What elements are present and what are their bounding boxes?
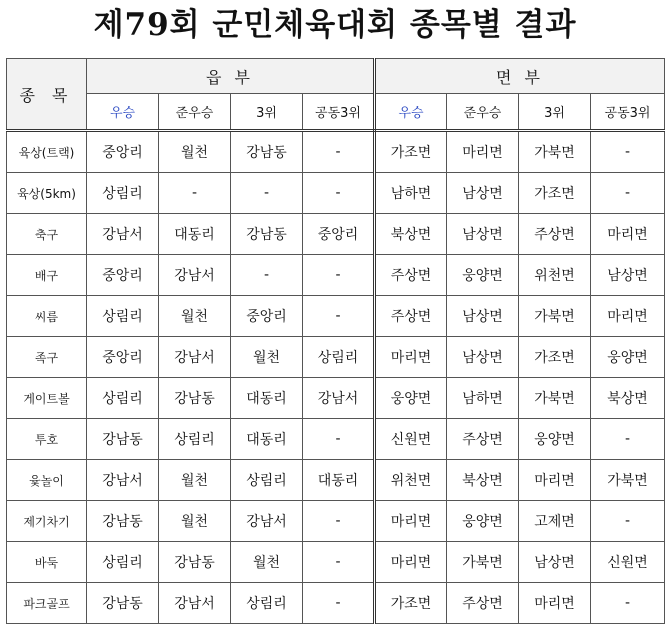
eup-result-cell: 강남서 [231, 501, 303, 542]
eup-result-cell: - [231, 255, 303, 296]
eup-result-cell: 강남동 [87, 501, 159, 542]
event-name: 게이트볼 [7, 378, 87, 419]
header-myeon-joint-third: 공동3위 [591, 94, 665, 131]
myeon-result-cell: - [591, 173, 665, 214]
myeon-result-cell: 마리면 [447, 131, 519, 173]
results-table [6, 58, 665, 624]
myeon-result-cell: - [591, 501, 665, 542]
table-row [7, 460, 665, 501]
eup-result-cell: 상림리 [87, 378, 159, 419]
eup-result-cell: 상림리 [87, 173, 159, 214]
table-row [7, 501, 665, 542]
myeon-result-cell: 주상면 [375, 296, 447, 337]
eup-result-cell: - [231, 173, 303, 214]
myeon-result-cell: - [591, 419, 665, 460]
table-body [7, 131, 665, 624]
myeon-result-cell: 웅양면 [591, 337, 665, 378]
myeon-result-cell: 가조면 [375, 131, 447, 173]
eup-result-cell: 상림리 [231, 583, 303, 624]
header-eup-runner-up: 준우승 [159, 94, 231, 131]
eup-result-cell: 강남서 [87, 214, 159, 255]
myeon-result-cell: 남하면 [375, 173, 447, 214]
myeon-result-cell: 가북면 [591, 460, 665, 501]
eup-result-cell: 월천 [159, 131, 231, 173]
eup-result-cell: 강남서 [87, 460, 159, 501]
myeon-result-cell: 주상면 [519, 214, 591, 255]
eup-result-cell: 중앙리 [303, 214, 375, 255]
myeon-result-cell: - [591, 131, 665, 173]
header-myeon-winner: 우승 [375, 94, 447, 131]
eup-result-cell: - [303, 173, 375, 214]
myeon-result-cell: 가북면 [447, 542, 519, 583]
myeon-result-cell: - [591, 583, 665, 624]
page-title: 제79회 군민체육대회 종목별 결과 [93, 7, 577, 43]
header-eup-joint-third: 공동3위 [303, 94, 375, 131]
myeon-result-cell: 마리면 [375, 542, 447, 583]
myeon-result-cell: 웅양면 [375, 378, 447, 419]
table-row [7, 255, 665, 296]
table-header [7, 59, 665, 131]
eup-result-cell: 강남서 [159, 255, 231, 296]
table-row [7, 583, 665, 624]
eup-result-cell: 대동리 [303, 460, 375, 501]
eup-result-cell: - [303, 255, 375, 296]
table-row [7, 131, 665, 173]
eup-result-cell: - [303, 501, 375, 542]
eup-result-cell: 대동리 [231, 419, 303, 460]
eup-result-cell: 강남동 [87, 583, 159, 624]
eup-result-cell: 상림리 [87, 296, 159, 337]
header-eup-third: 3위 [231, 94, 303, 131]
eup-result-cell: 월천 [159, 296, 231, 337]
myeon-result-cell: 웅양면 [519, 419, 591, 460]
eup-result-cell: - [303, 296, 375, 337]
event-name: 배구 [7, 255, 87, 296]
event-name: 족구 [7, 337, 87, 378]
table-row [7, 542, 665, 583]
myeon-result-cell: 북상면 [447, 460, 519, 501]
myeon-result-cell: 가조면 [519, 337, 591, 378]
eup-result-cell: 중앙리 [87, 337, 159, 378]
eup-result-cell: 상림리 [159, 419, 231, 460]
eup-result-cell: 중앙리 [87, 255, 159, 296]
myeon-result-cell: 남상면 [447, 296, 519, 337]
myeon-result-cell: 마리면 [519, 583, 591, 624]
myeon-result-cell: 가북면 [519, 131, 591, 173]
header-myeon-group: 면 부 [375, 59, 665, 94]
myeon-result-cell: 남상면 [447, 337, 519, 378]
myeon-result-cell: 웅양면 [447, 501, 519, 542]
table-row [7, 214, 665, 255]
eup-result-cell: 중앙리 [87, 131, 159, 173]
myeon-result-cell: 남상면 [519, 542, 591, 583]
myeon-result-cell: 주상면 [447, 583, 519, 624]
event-name: 투호 [7, 419, 87, 460]
myeon-result-cell: 가조면 [519, 173, 591, 214]
myeon-result-cell: 가북면 [519, 296, 591, 337]
event-name: 제기차기 [7, 501, 87, 542]
myeon-result-cell: 북상면 [591, 378, 665, 419]
event-name: 씨름 [7, 296, 87, 337]
event-name: 윷놀이 [7, 460, 87, 501]
myeon-result-cell: 가조면 [375, 583, 447, 624]
header-eup-group: 읍 부 [87, 59, 375, 94]
table-row [7, 173, 665, 214]
eup-result-cell: 강남서 [159, 337, 231, 378]
myeon-result-cell: 남상면 [591, 255, 665, 296]
eup-result-cell: 중앙리 [231, 296, 303, 337]
eup-result-cell: - [303, 131, 375, 173]
myeon-result-cell: 남하면 [447, 378, 519, 419]
eup-result-cell: - [303, 542, 375, 583]
eup-result-cell: 월천 [159, 501, 231, 542]
eup-result-cell: 강남동 [231, 131, 303, 173]
myeon-result-cell: 마리면 [591, 214, 665, 255]
myeon-result-cell: 마리면 [375, 501, 447, 542]
myeon-result-cell: 마리면 [591, 296, 665, 337]
header-event: 종 목 [7, 59, 87, 131]
table-row [7, 378, 665, 419]
eup-result-cell: 월천 [159, 460, 231, 501]
eup-result-cell: 월천 [231, 542, 303, 583]
myeon-result-cell: 남상면 [447, 173, 519, 214]
eup-result-cell: 대동리 [231, 378, 303, 419]
eup-result-cell: 강남동 [231, 214, 303, 255]
header-myeon-third: 3위 [519, 94, 591, 131]
table-row [7, 296, 665, 337]
myeon-result-cell: 북상면 [375, 214, 447, 255]
eup-result-cell: 상림리 [87, 542, 159, 583]
event-name: 바둑 [7, 542, 87, 583]
eup-result-cell: 상림리 [303, 337, 375, 378]
event-name: 육상(트랙) [7, 131, 87, 173]
eup-result-cell: 월천 [231, 337, 303, 378]
myeon-result-cell: 위천면 [519, 255, 591, 296]
header-eup-winner: 우승 [87, 94, 159, 131]
myeon-result-cell: 신원면 [591, 542, 665, 583]
myeon-result-cell: 마리면 [519, 460, 591, 501]
myeon-result-cell: 마리면 [375, 337, 447, 378]
eup-result-cell: - [159, 173, 231, 214]
myeon-result-cell: 주상면 [375, 255, 447, 296]
eup-result-cell: 강남동 [87, 419, 159, 460]
eup-result-cell: 상림리 [231, 460, 303, 501]
table-row [7, 419, 665, 460]
table-row [7, 337, 665, 378]
eup-result-cell: 강남동 [159, 378, 231, 419]
event-name: 육상(5km) [7, 173, 87, 214]
eup-result-cell: 대동리 [159, 214, 231, 255]
myeon-result-cell: 신원면 [375, 419, 447, 460]
myeon-result-cell: 고제면 [519, 501, 591, 542]
myeon-result-cell: 남상면 [447, 214, 519, 255]
myeon-result-cell: 웅양면 [447, 255, 519, 296]
eup-result-cell: - [303, 583, 375, 624]
eup-result-cell: 강남서 [303, 378, 375, 419]
eup-result-cell: - [303, 419, 375, 460]
myeon-result-cell: 가북면 [519, 378, 591, 419]
event-name: 파크골프 [7, 583, 87, 624]
header-myeon-runner-up: 준우승 [447, 94, 519, 131]
event-name: 축구 [7, 214, 87, 255]
myeon-result-cell: 위천면 [375, 460, 447, 501]
eup-result-cell: 강남서 [159, 583, 231, 624]
eup-result-cell: 강남동 [159, 542, 231, 583]
myeon-result-cell: 주상면 [447, 419, 519, 460]
